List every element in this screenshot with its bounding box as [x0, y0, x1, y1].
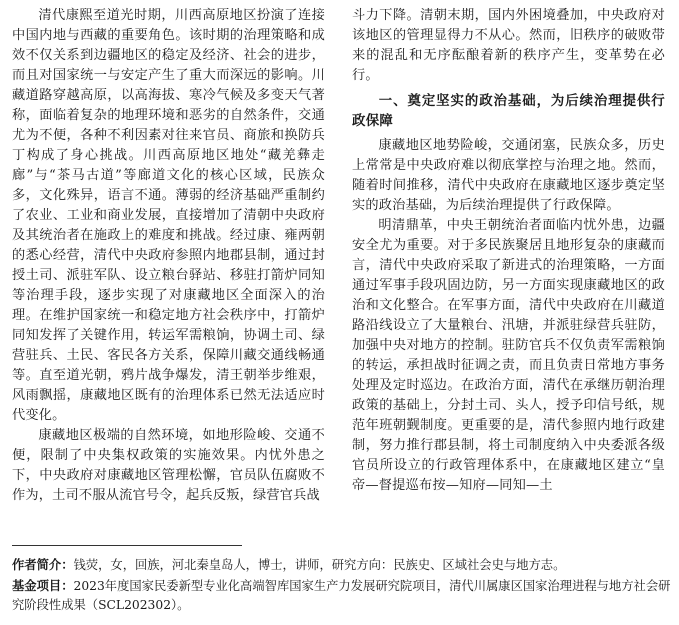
fund-text: 2023年度国家民委新型专业化高端智库国家生产力发展研究院项目，清代川属康区国家治理进程与地方社会研究阶段性成果（SCL202302）。	[12, 579, 671, 612]
fund-label: 基金项目：	[12, 579, 74, 593]
section-heading: 一、奠定坚实的政治基础，为后续治理提供行政保障	[352, 94, 665, 129]
body-paragraph: 康藏地区极端的自然环境，如地形险峻、交通不便，限制了中央集权政策的实施效果。内忧外患之下，中央政府对康藏地区管理松懈，官员队伍腐败不作为，土司不服从流官号令，起兵反叛，绿营官兵战	[12, 428, 325, 503]
author-label: 作者简介：	[12, 558, 74, 572]
continued-paragraph: 斗力下降。清朝末期，国内外困境叠加，中央政府对该地区的管理显得力不从心。然而，旧秩序的破败带来的混乱和无序酝酿着新的秩序产生，变革势在必行。	[352, 8, 665, 83]
body-paragraph: 康藏地区地势险峻，交通闭塞，民族众多，历史上常常是中央政府难以彻底掌控与治理之地。然而，随着时间推移，清代中央政府在康藏地区逐步奠定坚实的政治基础，为后续治理提供了行政保障。	[352, 138, 665, 213]
body-paragraph: 明清鼎革，中央王朝统治者面临内忧外患，边疆安全尤为重要。对于多民族聚居且地形复杂的康藏而言，清代中央政府采取了新进式的治理策略，一方面通过军事手段巩固边防，另一方面实现康藏地区的政治和文化整合。在军事方面，清代中央政府在川藏道路沿线设立了大量粮台、汛塘，并派驻绿营兵驻防，加强中央对地方的控制。驻防官兵不仅负责军需粮饷的转运，承担战时征调之责，而且负责日常地方事务处理及定时巡边。在政治方面，清代在承继历朝治理政策的基础上，分封土司、头人，授予印信号纸，规范年班朝觐制度。更重要的是，清代参照内地行政建制，努力推行郡县制，将土司制度纳入中央委派各级官员所设立的行政管理体系中，在康藏地区建立“皇帝—督提巡布按—知府—同知—土	[352, 218, 665, 493]
fund-footnote	[12, 577, 672, 615]
footnote-divider	[12, 545, 242, 546]
author-text: 钱荧，女，回族，河北秦皇岛人，博士，讲师，研究方向：民族史、区域社会史与地方志。	[73, 558, 566, 572]
author-footnote	[12, 556, 672, 575]
body-paragraph: 清代康熙至道光时期，川西高原地区扮演了连接中国内地与西藏的重要角色。该时期的治理策略和成效不仅关系到边疆地区的稳定及经济、社会的进步，而且对国家统一与安定产生了重大而深远的影响。川藏道路穿越高原，以高海拔、寒冷气候及多变天气著称，面临着复杂的地理环境和恶劣的自然条件，交通尤为不便，各种不利因素对往来官员、商旅和换防兵丁构成了身心挑战。川西高原地区地处“藏羌彝走廊”与“茶马古道”等廊道文化的核心区域，民族众多，文化殊异，语言不通。薄弱的经济基础严重制约了农业、工业和商业发展，直接增加了清朝中央政府及其统治者在施政上的难度和挑战。经过康、雍两朝的悉心经营，清代中央政府参照内地郡县制，通过封授土司、派驻军队、设立粮台驿站、移驻打箭炉同知等治理手段，逐步实现了对康藏地区全面深入的治理。在维护国家统一和稳定地方社会秩序中，打箭炉同知发挥了关键作用，转运军需粮饷，协调土司、绿营驻兵、土民、客民各方关系，保障川藏交通线畅通等。直至道光朝，鸦片战争爆发，清王朝举步维艰，风雨飘摇，康藏地区既有的治理体系已然无法适应时代变化。	[12, 8, 325, 423]
right-column	[352, 6, 665, 496]
left-column	[12, 6, 325, 506]
